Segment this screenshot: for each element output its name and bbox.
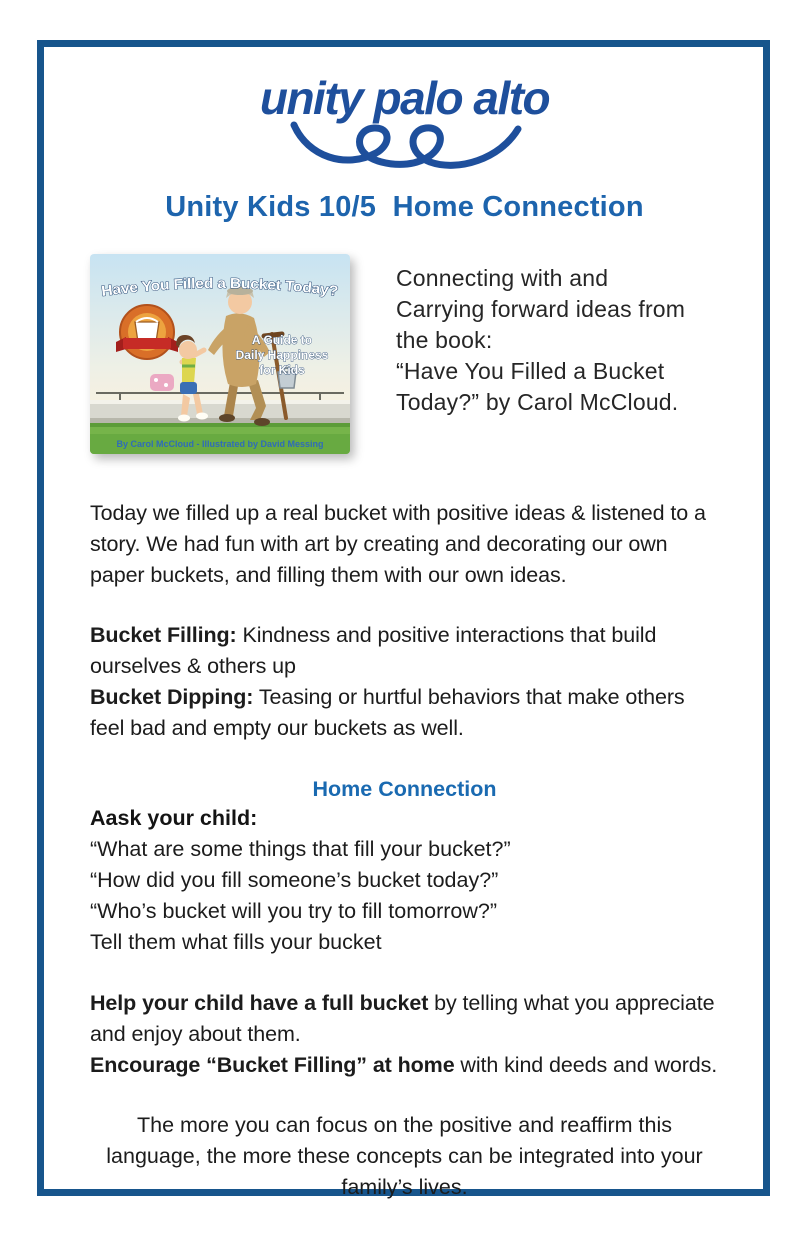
svg-text:for Kids: for Kids bbox=[259, 363, 305, 377]
definitions-paragraph bbox=[64, 620, 745, 744]
page-content bbox=[44, 72, 763, 1203]
page-border-frame bbox=[37, 40, 770, 1199]
tip-rest: with kind deeds and words. bbox=[454, 1053, 718, 1077]
question-line: “What are some things that fill your bucket?” bbox=[90, 837, 511, 861]
definition-term: Bucket Dipping: bbox=[90, 685, 254, 709]
tip-rest: by telling what you appreciate and enjoy about them. bbox=[90, 991, 715, 1046]
definition-term: Bucket Filling: bbox=[90, 623, 237, 647]
svg-text:A Guide to: A Guide to bbox=[251, 333, 313, 347]
definition-text: Teasing or hurtful behaviors that make others feel bad and empty our buckets as well. bbox=[90, 685, 685, 740]
intro-line: Carrying forward ideas from bbox=[396, 296, 686, 322]
logo bbox=[64, 72, 745, 169]
question-line: “How did you fill someone’s bucket today?” bbox=[90, 868, 499, 892]
definition-text: Kindness and positive interactions that build ourselves & others up bbox=[90, 623, 657, 678]
question-line: “Who’s bucket will you try to fill tomorrow?” bbox=[90, 899, 498, 923]
tip-bold: Help your child have a full bucket bbox=[90, 991, 429, 1015]
page-title: Unity Kids 10/5 Home Connection bbox=[165, 191, 644, 223]
intro-line: Connecting with and bbox=[396, 265, 609, 291]
svg-text:Daily Happiness: Daily Happiness bbox=[235, 348, 329, 362]
cover-sidewalk bbox=[90, 400, 350, 404]
intro-text bbox=[396, 263, 685, 454]
logo-wordmark: unity palo alto bbox=[259, 72, 550, 124]
book-cover-illustration bbox=[90, 254, 350, 454]
question-line: Tell them what fills your bucket bbox=[90, 930, 382, 954]
logo-flourish-icon bbox=[280, 117, 530, 169]
intro-line: the book: bbox=[396, 327, 493, 353]
closing-paragraph: The more you can focus on the positive and reaffirm this language, the more these concepts can be integrated into your family’s lives. bbox=[106, 1113, 703, 1199]
tip-bold: Encourage “Bucket Filling” at home bbox=[90, 1053, 455, 1077]
intro-line: “Have You Filled a Bucket bbox=[396, 358, 665, 384]
tips-paragraph bbox=[64, 988, 745, 1081]
book-section bbox=[64, 254, 745, 454]
summary-paragraph: Today we filled up a real bucket with positive ideas & listened to a story. We had fun with art by creating and decorating our own paper buckets, and filling them with our own ideas. bbox=[90, 501, 706, 587]
cover-byline: By Carol McCloud - Illustrated by David Messing bbox=[116, 439, 324, 449]
cover-title: Have You Filled a Bucket Today? bbox=[100, 275, 339, 300]
ask-your-child-lead: Aask your child: bbox=[90, 806, 258, 830]
intro-line: Today?” by Carol McCloud. bbox=[396, 389, 679, 415]
home-connection-heading: Home Connection bbox=[312, 777, 497, 801]
